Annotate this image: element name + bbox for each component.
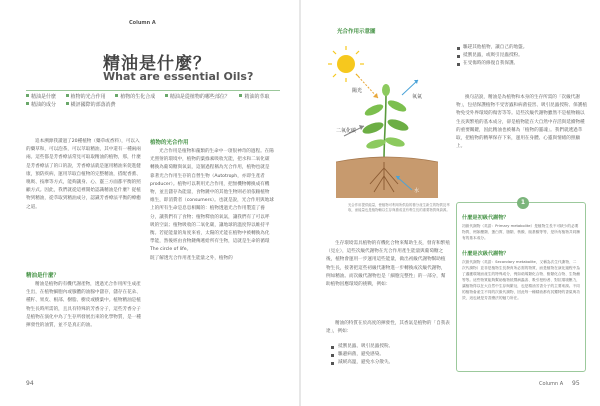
page-number: 94 (26, 380, 34, 387)
section-paragraph: 精油是植物的有機代謝產物，透過光合作用所生成產生出，在植物細胞內或腺體的油腺中儲存，儲存在花朵、種籽、果皮、根部、樹脂、樹皮或樹葉中。植物精油是植物生長時所需的，且具有特殊的芳香分子，這些芳香分子是植物在演化中為了生存所發展出來的化學物質，是一種揮發性的油質，並不是真正的油。 (26, 282, 141, 329)
topic-item: 精油是從植物的哪些部位？ (165, 93, 230, 101)
bullet-icon (165, 94, 168, 97)
section-heading: 植物的光合作用 (150, 140, 189, 146)
body-paragraph: 生存環境需具植物的有機化合物來幫助生長，發育和繁殖（見左），這些次級代謝物在光合作用產生能量與葡萄糖之後，植物會運用一步運用這些能量，做出初級代謝物幫助植物生長，接著把這些初級代謝物進一步轉換成次級代謝物，例如精油。而次級代謝物也是「細胞完整性」的一部分，幫助植物因應環境的挑戰，例如： (326, 241, 450, 288)
bullet-icon (26, 94, 29, 97)
topic-item: 橫評國際的部落消費 (66, 101, 116, 109)
topic-item: 精油是什麼 (26, 93, 56, 101)
left-page (0, 0, 299, 406)
list-item: 抵禦昆蟲，或吸引昆蟲授粉。 (456, 52, 586, 60)
section-heading: 精油是什麼？ (26, 273, 60, 279)
page-subtitle: What are essential Oils? (103, 70, 254, 83)
diagram-caption: 光合作用提供能量，使植物可利用所供給的養分產生新生的物質及萃取，而能量也是植物賴以生存與養成並有利生長的重要物質與資源。 (348, 203, 450, 212)
sidebox-number-badge: 1 (517, 197, 529, 209)
soil-mound (336, 157, 438, 198)
column-tag: Column A (129, 20, 156, 26)
sun-label: 陽光 (352, 88, 363, 94)
topic-item: 植物的光合作用 (66, 93, 106, 101)
bullet-icon (26, 102, 29, 105)
diagram-title: 光合作用示意圖 (337, 29, 376, 35)
list-item: 抵禦昆蟲、吸引昆蟲授粉。 (330, 343, 450, 351)
footer-column-tag: Column A (539, 381, 564, 387)
page-number: 95 (572, 380, 580, 387)
photosynthesis-diagram (326, 40, 444, 212)
bullet-list-bottom (330, 343, 450, 368)
list-item: 驅避病菌，避免感染。 (330, 351, 450, 359)
sidebox-text: 次級代謝物（英語：Secondary metabolite，又稱為次生代謝物、二次代謝物）並非是植物生長發育所必需的物質，而是植物在演化過程中為了適應環境而產生的特殊成分，例如萜烯類化合物、酚類化合物、生物鹼等等。這些物質能夠幫助植物抵禦病蟲害、吸引授粉者、對抗環境壓力，讓植物得以在大自然中生存與繁衍，也是精油芳香分子的主要來源。不同的植物會產生不同的次級代謝物，因此每一種精油都有其獨特的香氣與功效，這也就是芳香療法的魅力所在。 (462, 260, 580, 300)
body-paragraph: 換句話說，精油是為植物和本身的生存所需的「次級代謝物」，包括保護植物不受害蟲和病菌侵害、吸引昆蟲授粉、保護植物免受外界環境的傷害等等。這些次級代謝物雖然不是植物賴以生長與繁殖的基本成分，卻是植物能在大自然中存活與延續物種的重要關鍵，因此精油也被稱為「植物的靈魂」。我們就透過萃取，把植物的精華保存下來，運用在身體、心靈與情緒的照顧上。 (456, 95, 587, 150)
plant-icon (361, 84, 410, 160)
intro-paragraph: 追本溯源我讀過了20種植物（藥草或香料），可以入的藥草和，可以泡茶，可以萃取精油，其中還有一種兩兩兩。這些都是芳香療法常見可取取精油的植物，那，什麼是芳香療法了的口的說，芳香療法就是運用精油來促進健康，預防疾病，運用萃取自植物的完整精油，搭配香薰、嗅吸、按摩等方式，能夠讓身、心、靈三方面都平衡的照顧方式。因此，我們就從這裡開始認識精油是什麼？從植物到精油，從萃取到精油成分，認識芳香療法平衡的療癒之道。 (26, 139, 141, 210)
co2-label: 二氧化碳 (336, 128, 357, 134)
bullet-icon (239, 94, 242, 97)
sidebox-heading: 什麼是次級代謝物？ (462, 251, 509, 257)
bullet-icon (66, 94, 69, 97)
sunlight-arrow (356, 74, 378, 98)
sidebox-text: 初級代謝物（英語：Primary metabolite）是植物生長不可缺少的必要物質，例如醣類、蛋白質、脂類、核酸、胺基酸等等，是所有植物共同擁有的基本成分。 (462, 224, 580, 240)
bullet-list-top (456, 44, 586, 69)
page-title: 精油是什麼？ (103, 54, 211, 74)
list-item: 驅趕其他植物，讓自己的地盤。 (456, 44, 586, 52)
oxygen-label: 氧氣 (412, 94, 423, 100)
sidebox-heading: 什麼是初級代謝物？ (462, 215, 509, 221)
topic-item: 精油的成分 (26, 101, 56, 109)
list-item: 在受傷時的修復自我保護。 (456, 60, 586, 68)
section-paragraph: 光合作用是植物和藻類的生命中一項很神奇的過程。在陽光照射的環境中，植物的葉綠素吸收光能，把水和二氧化碳轉換為葡萄糖與氧氣，這個過程稱為光合作用，植物也就是靠著光合作用生存的自營生物（Autotroph，亦即生產者 producer）。植物可以利用光合作用，把無機物轉換成有機物，並且儲存為能量，食物鏈中的其他生物則必須依賴植物維生，即消費者（consumers）。也就是說，光合作用與地球上的所有生命是息息相關的：植物透過光合作用製造了養分，讓我們有了食物；植物釋放的氧氣，讓我們有了可以呼吸的空氣；植物吸收的二氧化碳，讓地球的溫度得以維持平衡。若從能量的角度來看，太陽的光能在植物中被轉換為化學能，然後經由食物鏈傳遞給所有生物，這就是生命的循環 The circle of life。 既了解透光合作用產生能量之外，植物的 (150, 149, 274, 261)
bullet-icon (115, 94, 118, 97)
topic-item: 植物的生化合成 (115, 93, 155, 101)
body-paragraph: 精油的特質在於高度的揮發性，其香氣是植物的「自我表達」，例如： (326, 321, 450, 335)
bullet-icon (66, 102, 69, 105)
water-label: 水 (414, 188, 420, 194)
title-divider (26, 90, 280, 91)
list-item: 減緩高溫，避免水分散失。 (330, 359, 450, 367)
topic-list (26, 93, 278, 109)
topic-item: 精油的萃取 (239, 93, 269, 101)
